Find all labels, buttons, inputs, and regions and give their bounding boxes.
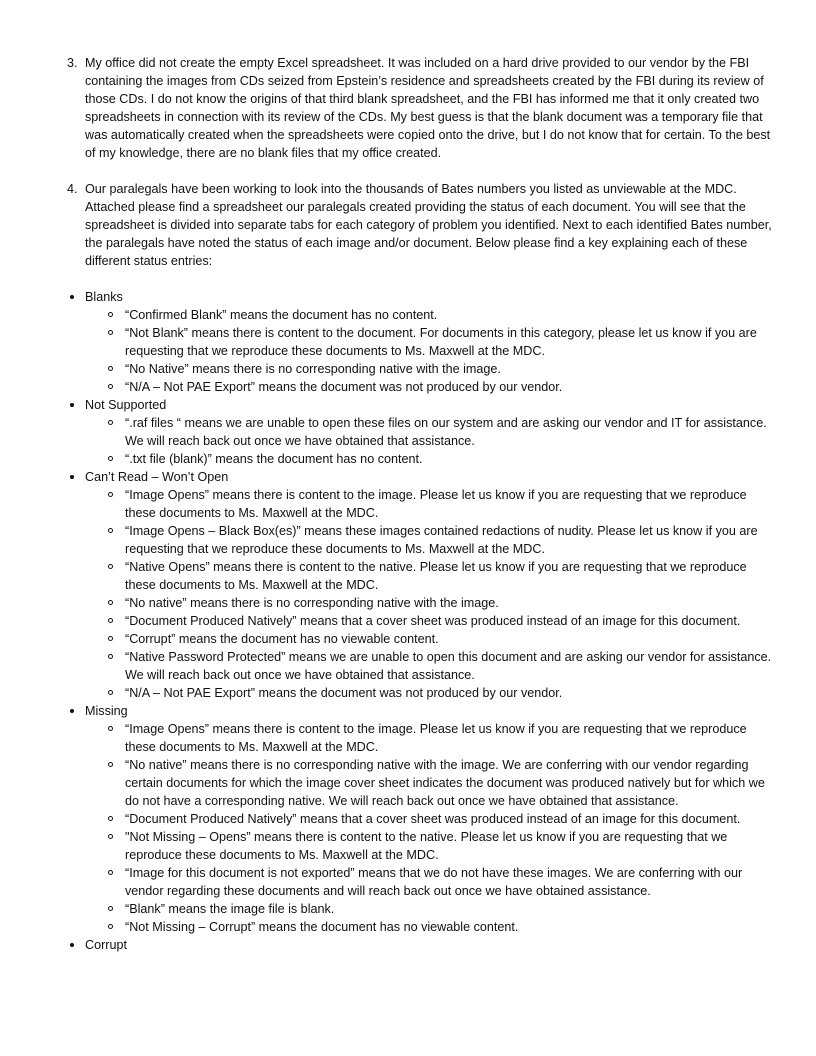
bullet-circle-icon xyxy=(108,654,113,659)
paragraph-item xyxy=(67,180,772,270)
status-entry xyxy=(85,648,780,684)
paragraph-number: 3. xyxy=(67,56,78,70)
bullet-circle-icon xyxy=(108,762,113,767)
bullet-circle-icon xyxy=(108,366,113,371)
status-entry xyxy=(85,378,780,396)
category-label: Not Supported xyxy=(85,398,167,412)
status-entry xyxy=(85,720,780,756)
status-entry-text: “Document Produced Natively” means that a cover sheet was produced instead of an image for this document. xyxy=(125,812,741,826)
bullet-circle-icon xyxy=(108,564,113,569)
bullet-circle-icon xyxy=(108,690,113,695)
bullet-circle-icon xyxy=(108,816,113,821)
bullet-circle-icon xyxy=(108,456,113,461)
category-item xyxy=(0,288,780,396)
status-entry-list xyxy=(85,306,780,396)
status-entry xyxy=(85,594,780,612)
status-entry-text: “N/A – Not PAE Export” means the document was not produced by our vendor. xyxy=(125,686,563,700)
status-entry-text: “No native” means there is no corresponding native with the image. We are conferring with our vendor regarding certain documents for which the image cover sheet indicates the document was produced natively but for which we do not have a corresponding native. We will reach back out once we have obtained that assistance. xyxy=(125,758,765,808)
bullet-circle-icon xyxy=(108,528,113,533)
status-entry-text: “Image for this document is not exported” means that we do not have these images. We are conferring with our vendor regarding these documents and will reach back out once we have obtained assistance. xyxy=(125,866,743,898)
bullet-circle-icon xyxy=(108,618,113,623)
status-entry-text: “Document Produced Natively” means that a cover sheet was produced instead of an image for this document. xyxy=(125,614,741,628)
status-entry xyxy=(85,306,780,324)
category-item xyxy=(0,702,780,936)
status-entry-text: “Native Opens” means there is content to the native. Please let us know if you are requesting that we reproduce these documents to Ms. Maxwell at the MDC. xyxy=(125,560,747,592)
category-item xyxy=(0,468,780,702)
status-entry xyxy=(85,414,780,450)
status-entry-text: “Corrupt” means the document has no viewable content. xyxy=(125,632,439,646)
bullet-dot-icon xyxy=(70,709,74,713)
status-entry xyxy=(85,918,780,936)
status-entry xyxy=(85,630,780,648)
status-key-list xyxy=(0,288,780,954)
bullet-dot-icon xyxy=(70,943,74,947)
bullet-circle-icon xyxy=(108,924,113,929)
category-label: Missing xyxy=(85,704,128,718)
category-item xyxy=(0,396,780,468)
status-entry xyxy=(85,900,780,918)
status-entry xyxy=(85,522,780,558)
bullet-circle-icon xyxy=(108,870,113,875)
status-entry-text: “N/A – Not PAE Export” means the document was not produced by our vendor. xyxy=(125,380,563,394)
bullet-circle-icon xyxy=(108,420,113,425)
status-entry-text: “Image Opens” means there is content to the image. Please let us know if you are requesting that we reproduce these documents to Ms. Maxwell at the MDC. xyxy=(125,722,747,754)
status-entry-text: “No native” means there is no corresponding native with the image. xyxy=(125,596,499,610)
bullet-circle-icon xyxy=(108,492,113,497)
bullet-circle-icon xyxy=(108,906,113,911)
status-entry-text: “Not Missing – Corrupt” means the document has no viewable content. xyxy=(125,920,519,934)
bullet-dot-icon xyxy=(70,403,74,407)
bullet-circle-icon xyxy=(108,312,113,317)
paragraph-text: Our paralegals have been working to look into the thousands of Bates numbers you listed as unviewable at the MDC. Attached please find a spreadsheet our paralegals created providing the status of each document. You will see that the spreadsheet is divided into separate tabs for each category of problem you identified. Next to each identified Bates number, the paralegals have noted the status of each image and/or document. Below please find a key explaining each of these different status entries: xyxy=(85,182,772,268)
paragraph-text: My office did not create the empty Excel spreadsheet. It was included on a hard drive provided to our vendor by the FBI containing the images from CDs seized from Epstein’s residence and spreadsheets created by the FBI during its review of those CDs. I do not know the origins of that third blank spreadsheet, and the FBI has informed me that it only created two spreadsheets in connection with its review of the CDs. My best guess is that the blank document was a temporary file that was automatically created when the spreadsheets were copied onto the drive, but I do not know that for certain. To the best of my knowledge, there are no blank files that my office created. xyxy=(85,56,771,160)
status-entry xyxy=(85,864,780,900)
status-entry-text: “.txt file (blank)” means the document has no content. xyxy=(125,452,423,466)
bullet-circle-icon xyxy=(108,600,113,605)
status-entry xyxy=(85,828,780,864)
numbered-paragraph-3 xyxy=(67,54,772,162)
bullet-circle-icon xyxy=(108,384,113,389)
status-entry-text: “Image Opens – Black Box(es)” means these images contained redactions of nudity. Please let us know if you are requesting that we reproduce these documents to Ms. Maxwell at the MDC. xyxy=(125,524,758,556)
category-label: Can’t Read – Won’t Open xyxy=(85,470,229,484)
numbered-paragraph-4 xyxy=(67,180,772,270)
status-entry xyxy=(85,612,780,630)
category-label: Corrupt xyxy=(85,938,127,952)
status-entry-text: “Not Blank” means there is content to the document. For documents in this category, please let us know if you are requesting that we reproduce these documents to Ms. Maxwell at the MDC. xyxy=(125,326,757,358)
status-entry-text: “.raf files “ means we are unable to open these files on our system and are asking our vendor and IT for assistance. We will reach back out once we have obtained that assistance. xyxy=(125,416,767,448)
status-entry-list xyxy=(85,720,780,936)
status-entry xyxy=(85,450,780,468)
status-entry xyxy=(85,810,780,828)
status-entry-list xyxy=(85,486,780,702)
status-entry xyxy=(85,558,780,594)
bullet-dot-icon xyxy=(70,475,74,479)
status-entry xyxy=(85,684,780,702)
status-entry-text: “Native Password Protected” means we are unable to open this document and are asking our vendor for assistance. We will reach back out once we have obtained that assistance. xyxy=(125,650,772,682)
category-label: Blanks xyxy=(85,290,123,304)
status-entry xyxy=(85,756,780,810)
paragraph-number: 4. xyxy=(67,182,78,196)
bullet-circle-icon xyxy=(108,726,113,731)
bullet-circle-icon xyxy=(108,330,113,335)
bullet-circle-icon xyxy=(108,636,113,641)
status-entry-text: “Blank” means the image file is blank. xyxy=(125,902,335,916)
bullet-dot-icon xyxy=(70,295,74,299)
status-entry-list xyxy=(85,414,780,468)
paragraph-item xyxy=(67,54,772,162)
status-entry xyxy=(85,360,780,378)
status-entry-text: "Not Missing – Opens” means there is content to the native. Please let us know if you are requesting that we reproduce these documents to Ms. Maxwell at the MDC. xyxy=(125,830,728,862)
status-entry-text: “No Native” means there is no corresponding native with the image. xyxy=(125,362,501,376)
bullet-circle-icon xyxy=(108,834,113,839)
status-entry-text: “Confirmed Blank” means the document has no content. xyxy=(125,308,438,322)
status-entry xyxy=(85,324,780,360)
status-entry-text: “Image Opens” means there is content to the image. Please let us know if you are requesting that we reproduce these documents to Ms. Maxwell at the MDC. xyxy=(125,488,747,520)
category-item xyxy=(0,936,780,954)
status-entry xyxy=(85,486,780,522)
